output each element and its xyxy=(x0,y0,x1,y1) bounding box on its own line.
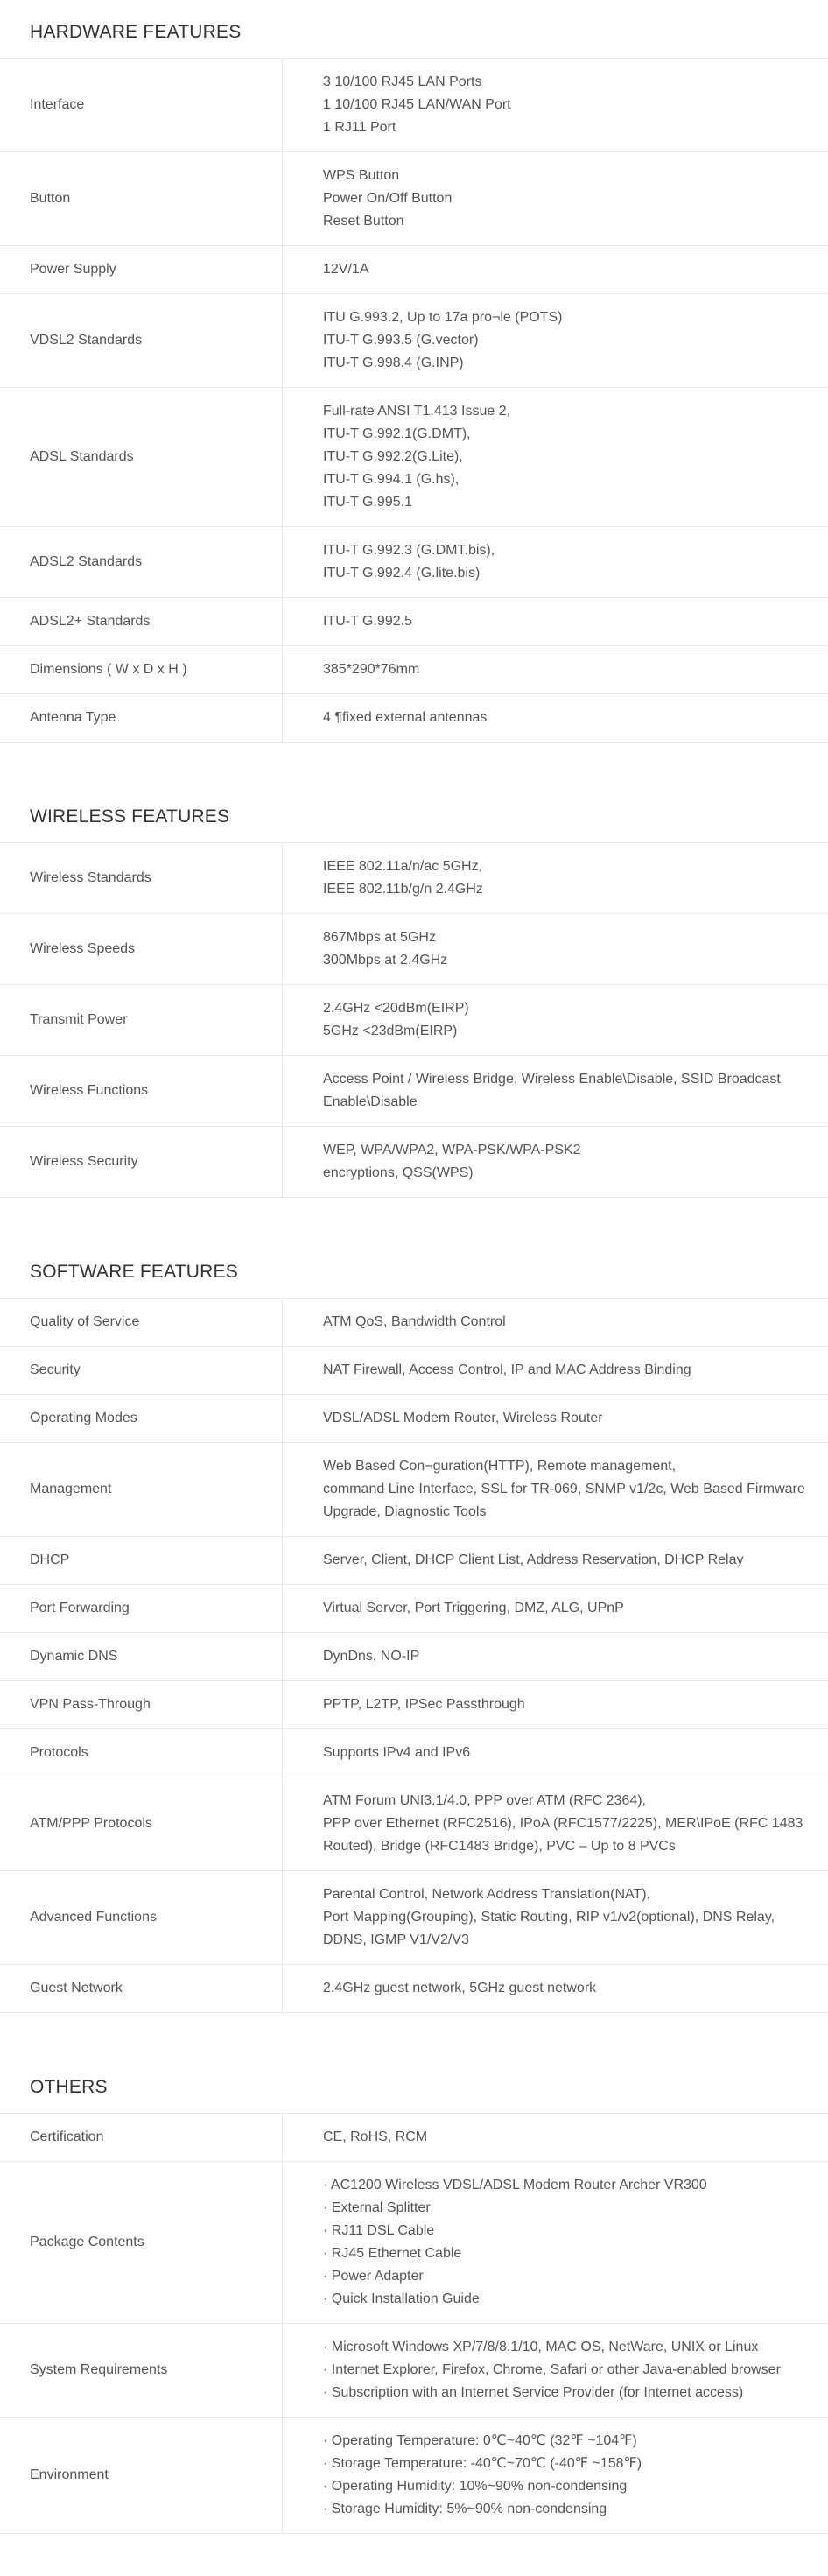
spec-label: Dimensions ( W x D x H ) xyxy=(0,646,283,693)
spec-value-line: · AC1200 Wireless VDSL/ADSL Modem Router Archer VR300 xyxy=(323,2178,707,2192)
spec-label: VPN Pass-Through xyxy=(0,1681,283,1728)
spec-row xyxy=(0,1443,828,1537)
spec-value-line: Upgrade, Diagnostic Tools xyxy=(323,1504,487,1519)
spec-value-line: 2.4GHz guest network, 5GHz guest network xyxy=(323,1981,597,1995)
spec-value-line: · Operating Temperature: 0℃~40℃ (32℉ ~104℉) xyxy=(323,2433,637,2448)
spec-value-line: · Storage Temperature: -40℃~70℃ (-40℉ ~158℉) xyxy=(323,2456,642,2471)
spec-value-line: ITU-T G.992.1(G.DMT), xyxy=(323,426,471,441)
spec-row xyxy=(0,1585,828,1633)
spec-value-line: Port Mapping(Grouping), Static Routing, RIP v1/v2(optional), DNS Relay, xyxy=(323,1910,775,1925)
spec-row xyxy=(0,2324,828,2418)
spec-value xyxy=(283,1443,828,1536)
spec-value-line: DDNS, IGMP V1/V2/V3 xyxy=(323,1932,469,1947)
spec-value-line: IEEE 802.11b/g/n 2.4GHz xyxy=(323,882,483,897)
spec-value-line: NAT Firewall, Access Control, IP and MAC Address Binding xyxy=(323,1362,691,1377)
section-title: SOFTWARE FEATURES xyxy=(0,1240,828,1299)
section-title: HARDWARE FEATURES xyxy=(0,0,828,59)
spec-label: Dynamic DNS xyxy=(0,1633,283,1680)
spec-value xyxy=(283,1633,828,1680)
spec-value-line: PPTP, L2TP, IPSec Passthrough xyxy=(323,1697,525,1712)
spec-row xyxy=(0,1965,828,2013)
spec-row xyxy=(0,1537,828,1585)
spec-label: Certification xyxy=(0,2114,283,2161)
spec-section xyxy=(0,0,828,785)
spec-row xyxy=(0,843,828,914)
spec-row xyxy=(0,1056,828,1127)
spec-value-line: Web Based Con¬guration(HTTP), Remote management, xyxy=(323,1459,677,1474)
spec-label: DHCP xyxy=(0,1537,283,1584)
spec-label: Port Forwarding xyxy=(0,1585,283,1632)
spec-value-line: command Line Interface, SSL for TR-069, SNMP v1/2c, Web Based Firmware xyxy=(323,1482,805,1496)
spec-value-line: · Operating Humidity: 10%~90% non-condensing xyxy=(323,2479,628,2494)
spec-label: Wireless Standards xyxy=(0,843,283,913)
spec-row xyxy=(0,1871,828,1965)
spec-value-line: · Subscription with an Internet Service Provider (for Internet access) xyxy=(323,2385,744,2400)
spec-label: Transmit Power xyxy=(0,985,283,1055)
spec-value-line: · Storage Humidity: 5%~90% non-condensing xyxy=(323,2502,607,2516)
spec-row xyxy=(0,294,828,388)
spec-value-line: ITU-T G.992.5 xyxy=(323,614,412,629)
spec-value xyxy=(283,2324,828,2417)
spec-row xyxy=(0,1777,828,1871)
spec-row xyxy=(0,1395,828,1443)
spec-label: ADSL2 Standards xyxy=(0,527,283,597)
spec-label: Environment xyxy=(0,2418,283,2533)
spec-value xyxy=(283,1585,828,1632)
spec-value-line: Supports IPv4 and IPv6 xyxy=(323,1745,471,1760)
spec-label: Management xyxy=(0,1443,283,1536)
spec-value-line: · External Splitter xyxy=(323,2200,431,2215)
spec-label: ATM/PPP Protocols xyxy=(0,1777,283,1870)
spec-value-line: WEP, WPA/WPA2, WPA-PSK/WPA-PSK2 xyxy=(323,1143,581,1158)
spec-value-line: Parental Control, Network Address Translation(NAT), xyxy=(323,1887,651,1902)
spec-value-line: Power On/Off Button xyxy=(323,191,453,206)
spec-row xyxy=(0,2162,828,2324)
spec-value xyxy=(283,598,828,645)
spec-value xyxy=(283,646,828,693)
spec-label: Wireless Functions xyxy=(0,1056,283,1126)
spec-row xyxy=(0,2114,828,2162)
spec-label: Wireless Speeds xyxy=(0,914,283,984)
spec-label: ADSL2+ Standards xyxy=(0,598,283,645)
spec-label: Advanced Functions xyxy=(0,1871,283,1964)
spec-value xyxy=(283,1871,828,1964)
spec-value xyxy=(283,294,828,387)
spec-label: Security xyxy=(0,1347,283,1394)
spec-value xyxy=(283,1681,828,1728)
spec-row xyxy=(0,59,828,152)
spec-row xyxy=(0,1681,828,1729)
spec-value xyxy=(283,527,828,597)
spec-label: Button xyxy=(0,152,283,245)
spec-label: VDSL2 Standards xyxy=(0,294,283,387)
spec-value-line: 385*290*76mm xyxy=(323,662,420,677)
spec-value xyxy=(283,1347,828,1394)
spec-value-line: ITU-T G.992.3 (G.DMT.bis), xyxy=(323,543,495,558)
spec-value-line: · Microsoft Windows XP/7/8/8.1/10, MAC OS, NetWare, UNIX or Linux xyxy=(323,2340,759,2354)
spec-value-line: 2.4GHz <20dBm(EIRP) xyxy=(323,1001,469,1016)
spec-value-line: Full-rate ANSI T1.413 Issue 2, xyxy=(323,404,511,419)
spec-value xyxy=(283,152,828,245)
spec-value-line: ITU-T G.992.2(G.Lite), xyxy=(323,449,463,464)
spec-row xyxy=(0,2418,828,2534)
section-title: WIRELESS FEATURES xyxy=(0,785,828,843)
spec-label: Interface xyxy=(0,59,283,151)
spec-value-line: · RJ45 Ethernet Cable xyxy=(323,2246,462,2261)
spec-label: Antenna Type xyxy=(0,694,283,742)
spec-value-line: IEEE 802.11a/n/ac 5GHz, xyxy=(323,859,483,874)
section-title: OTHERS xyxy=(0,2055,828,2114)
spec-value-line: Enable\Disable xyxy=(323,1094,418,1109)
spec-value xyxy=(283,914,828,984)
spec-value xyxy=(283,1537,828,1584)
spec-value-line: · RJ11 DSL Cable xyxy=(323,2223,435,2238)
spec-row xyxy=(0,1299,828,1347)
spec-row xyxy=(0,1127,828,1198)
spec-value xyxy=(283,1127,828,1197)
spec-value-line: encryptions, QSS(WPS) xyxy=(323,1165,474,1180)
spec-value-line: WPS Button xyxy=(323,168,400,183)
spec-value xyxy=(283,59,828,151)
spec-row xyxy=(0,646,828,694)
spec-value-line: Routed), Bridge (RFC1483 Bridge), PVC – Up to 8 PVCs xyxy=(323,1839,676,1854)
spec-label: System Requirements xyxy=(0,2324,283,2417)
spec-value xyxy=(283,1965,828,2012)
spec-value xyxy=(283,843,828,913)
spec-value-line: ITU-T G.994.1 (G.hs), xyxy=(323,472,460,487)
spec-row xyxy=(0,527,828,598)
spec-row xyxy=(0,1729,828,1777)
spec-value-line: DynDns, NO-IP xyxy=(323,1649,420,1664)
spec-value xyxy=(283,985,828,1055)
spec-section xyxy=(0,785,828,1240)
spec-value-line: Server, Client, DHCP Client List, Address Reservation, DHCP Relay xyxy=(323,1552,744,1567)
spec-row xyxy=(0,152,828,246)
spec-label: Package Contents xyxy=(0,2162,283,2323)
spec-value xyxy=(283,1729,828,1777)
spec-value-line: · Power Adapter xyxy=(323,2269,424,2284)
spec-value-line: ITU-T G.992.4 (G.lite.bis) xyxy=(323,566,481,581)
spec-label: ADSL Standards xyxy=(0,388,283,526)
spec-value xyxy=(283,1777,828,1870)
spec-value-line: CE, RoHS, RCM xyxy=(323,2129,428,2144)
spec-value-line: 1 RJ11 Port xyxy=(323,120,396,135)
spec-value xyxy=(283,694,828,742)
spec-value-line: PPP over Ethernet (RFC2516), IPoA (RFC1577/2225), MER\IPoE (RFC 1483 xyxy=(323,1816,803,1831)
spec-value xyxy=(283,2162,828,2323)
spec-value-line: 4 ¶fixed external antennas xyxy=(323,710,488,725)
spec-label: Power Supply xyxy=(0,246,283,293)
spec-value-line: · Quick Installation Guide xyxy=(323,2291,480,2306)
spec-row xyxy=(0,388,828,527)
spec-value xyxy=(283,2114,828,2161)
spec-section xyxy=(0,2055,828,2576)
spec-value-line: ITU-T G.995.1 xyxy=(323,495,412,510)
spec-value-line: 1 10/100 RJ45 LAN/WAN Port xyxy=(323,97,511,112)
spec-value-line: ATM QoS, Bandwidth Control xyxy=(323,1314,506,1329)
spec-value-line: ITU-T G.993.5 (G.vector) xyxy=(323,333,479,348)
spec-value-line: ITU-T G.998.4 (G.INP) xyxy=(323,355,464,370)
spec-value-line: 300Mbps at 2.4GHz xyxy=(323,953,448,968)
spec-row xyxy=(0,1633,828,1681)
spec-row xyxy=(0,694,828,743)
spec-row xyxy=(0,985,828,1056)
spec-value-line: · Internet Explorer, Firefox, Chrome, Safari or other Java-enabled browser xyxy=(323,2362,781,2377)
spec-value xyxy=(283,1056,828,1126)
spec-value-line: 3 10/100 RJ45 LAN Ports xyxy=(323,74,482,89)
spec-value-line: 12V/1A xyxy=(323,262,369,277)
spec-value-line: 5GHz <23dBm(EIRP) xyxy=(323,1024,458,1038)
spec-value-line: Reset Button xyxy=(323,214,404,229)
spec-label: Protocols xyxy=(0,1729,283,1777)
spec-value xyxy=(283,246,828,293)
spec-value-line: Access Point / Wireless Bridge, Wireless Enable\Disable, SSID Broadcast xyxy=(323,1072,781,1087)
spec-value-line: ITU G.993.2, Up to 17a pro¬le (POTS) xyxy=(323,310,563,325)
spec-row xyxy=(0,246,828,294)
spec-row xyxy=(0,1347,828,1395)
spec-row xyxy=(0,598,828,646)
spec-value xyxy=(283,2418,828,2533)
spec-value xyxy=(283,388,828,526)
spec-value-line: ATM Forum UNI3.1/4.0, PPP over ATM (RFC 2364), xyxy=(323,1793,646,1808)
spec-value-line: VDSL/ADSL Modem Router, Wireless Router xyxy=(323,1411,603,1425)
spec-value-line: Virtual Server, Port Triggering, DMZ, ALG, UPnP xyxy=(323,1601,624,1615)
spec-value-line: 867Mbps at 5GHz xyxy=(323,930,436,945)
spec-label: Guest Network xyxy=(0,1965,283,2012)
spec-row xyxy=(0,914,828,985)
spec-value xyxy=(283,1395,828,1442)
spec-label: Operating Modes xyxy=(0,1395,283,1442)
spec-section xyxy=(0,1240,828,2055)
spec-label: Wireless Security xyxy=(0,1127,283,1197)
spec-label: Quality of Service xyxy=(0,1299,283,1346)
spec-value xyxy=(283,1299,828,1346)
